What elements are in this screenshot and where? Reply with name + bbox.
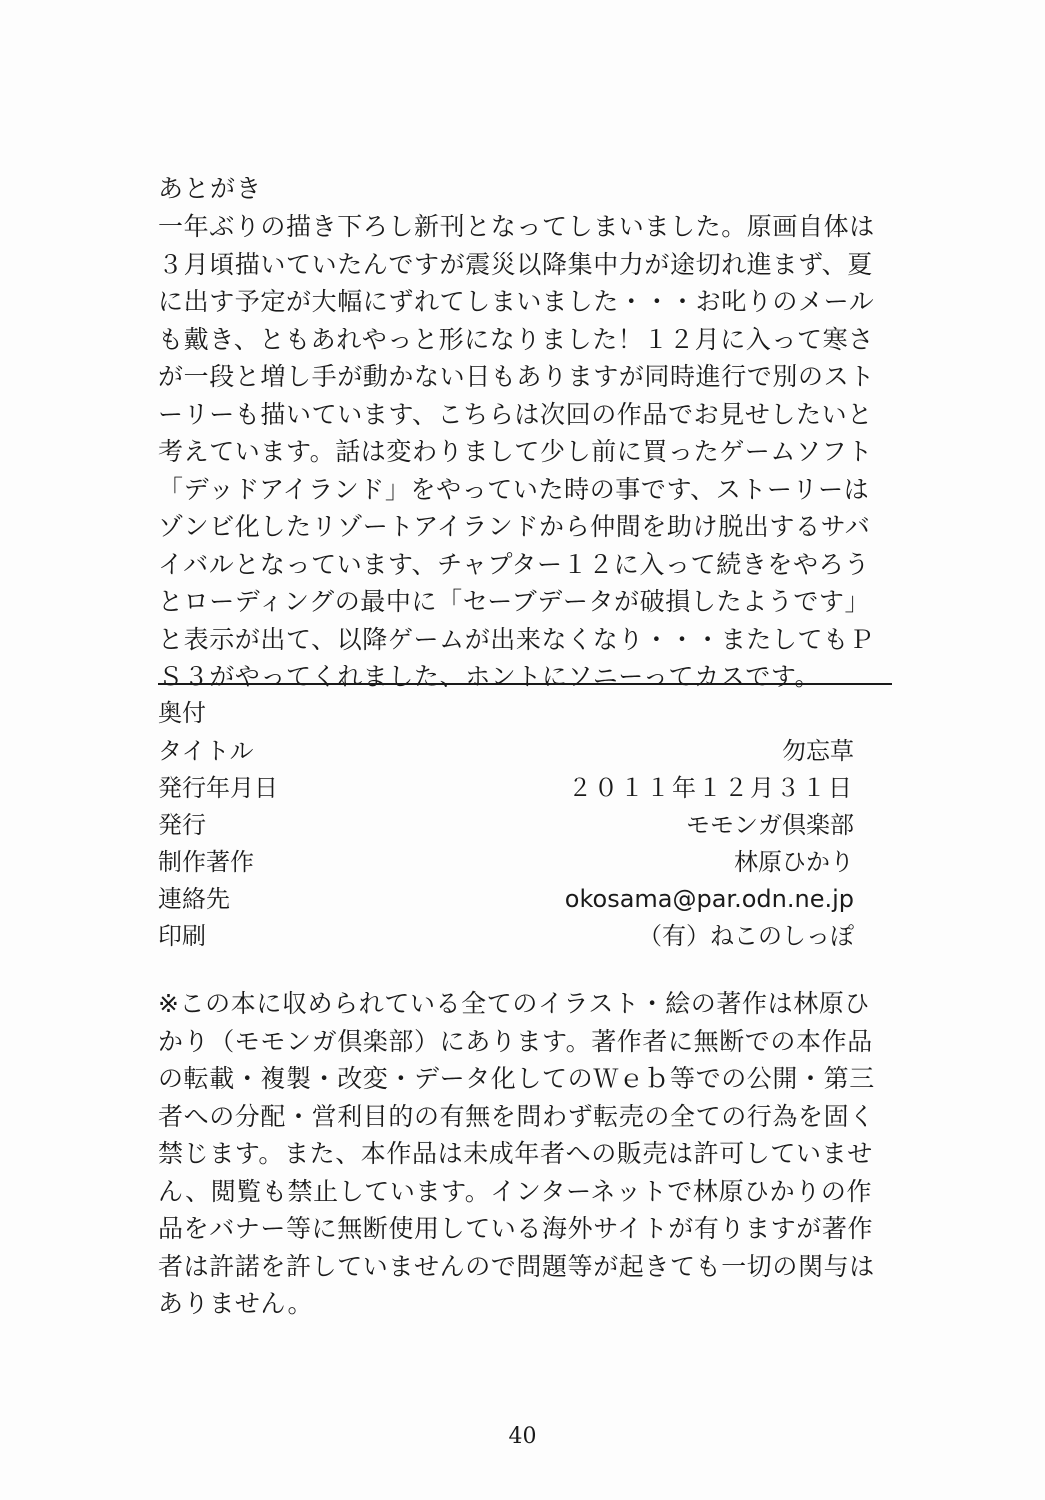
colophon-label: 印刷 — [158, 922, 206, 950]
colophon-row-author — [158, 844, 854, 881]
afterword-line: 一年ぶりの描き下ろし新刊となってしまいました。原画自体は — [158, 212, 875, 241]
colophon-section — [158, 695, 854, 955]
colophon-row-title — [158, 733, 854, 770]
colophon-row-publisher — [158, 807, 854, 844]
afterword-line: ３月頃描いていたんですが震災以降集中力が途切れ進まず、夏 — [158, 249, 873, 279]
afterword-heading: あとがき — [158, 174, 263, 203]
notice-line: ※この本に収められている全てのイラスト・絵の著作は林原ひ — [158, 989, 870, 1018]
afterword-line: Ｓ３がやってくれました、ホントにソニーってカスです。 — [158, 662, 821, 691]
afterword-line: ゾンビ化したリゾートアイランドから仲間を助け脱出するサバ — [158, 512, 871, 541]
colophon-heading: 奥付 — [158, 699, 206, 727]
colophon-value: ２０１１年１２月３１日 — [568, 774, 854, 802]
notice-line: 者への分配・営利目的の有無を問わず転売の全ての行為を固く — [158, 1101, 875, 1131]
section-divider — [158, 683, 892, 685]
colophon-value: （有）ねこのしっぽ — [638, 922, 854, 950]
afterword-line: ーリーも描いています、こちらは次回の作品でお見せしたいと — [158, 399, 873, 429]
afterword-line: が一段と増し手が動かない日もありますが同時進行で別のスト — [158, 362, 875, 391]
afterword-line: イバルとなっています、チャプター１２に入って続きをやろう — [158, 549, 870, 579]
notice-line: かり（モモンガ倶楽部）にあります。著作者に無断での本作品 — [158, 1026, 873, 1056]
afterword-line: 「デッドアイランド」をやっていた時の事です、ストーリーは — [158, 474, 870, 504]
notice-line: 者は許諾を許していませんので問題等が起きても一切の関与は — [158, 1251, 875, 1281]
colophon-label: 発行 — [158, 811, 206, 839]
copyright-notice — [158, 985, 898, 1323]
colophon-row-printer — [158, 918, 854, 955]
colophon-label: タイトル — [158, 737, 254, 765]
colophon-label: 制作著作 — [158, 848, 254, 876]
afterword-line: も戴き、ともあれやっと形になりました！１２月に入って寒さ — [158, 324, 874, 354]
afterword-line: 考えています。話は変わりまして少し前に買ったゲームソフト — [158, 437, 873, 466]
colophon-value: モモンガ倶楽部 — [686, 811, 854, 839]
afterword-line: とローディングの最中に「セーブデータが破損したようです」 — [158, 587, 871, 616]
colophon-row-contact — [158, 881, 854, 918]
colophon-value: 勿忘草 — [782, 737, 854, 765]
afterword-line: と表示が出て、以降ゲームが出来なくなり・・・またしてもＰ — [158, 624, 875, 654]
colophon-value: okosama@par.odn.ne.jp — [564, 885, 854, 913]
notice-line: ん、閲覧も禁止しています。インターネットで林原ひかりの作 — [158, 1176, 873, 1206]
colophon-value: 林原ひかり — [734, 848, 854, 876]
page-number: 40 — [508, 1424, 537, 1449]
notice-line: の転載・複製・改変・データ化してのＷｅｂ等での公開・第三 — [158, 1064, 875, 1093]
colophon-label: 連絡先 — [158, 885, 230, 913]
notice-line: ありません。 — [158, 1289, 314, 1318]
afterword-section — [158, 170, 898, 696]
colophon-row-date — [158, 770, 854, 807]
notice-line: 品をバナー等に無断使用している海外サイトが有りますが著作 — [158, 1214, 874, 1243]
notice-line: 禁じます。また、本作品は未成年者への販売は許可していませ — [158, 1139, 873, 1168]
colophon-label: 発行年月日 — [158, 774, 278, 802]
afterword-line: に出す予定が大幅にずれてしまいました・・・お叱りのメール — [158, 287, 875, 316]
